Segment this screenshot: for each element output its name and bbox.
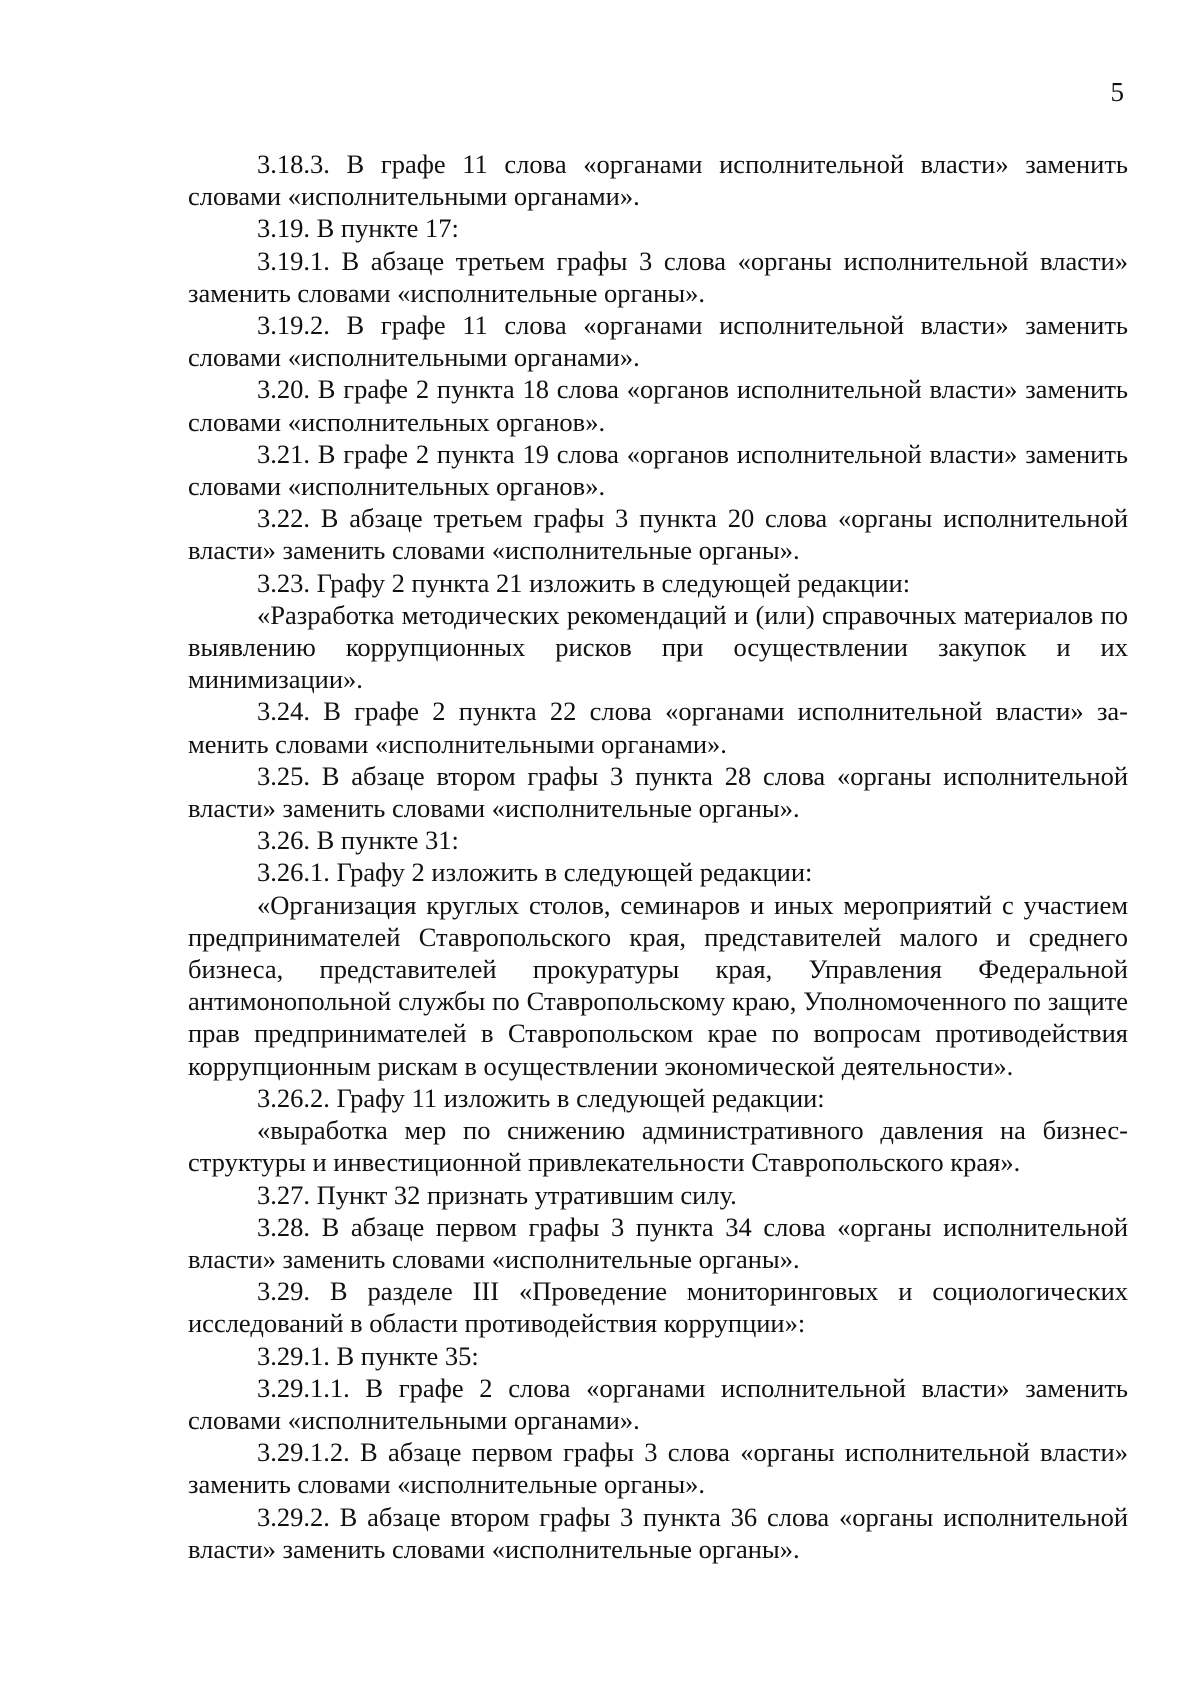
paragraph-3-29-1: 3.29.1. В пункте 35: [257, 1340, 479, 1371]
paragraph-3-26: 3.26. В пункте 31: [257, 825, 459, 856]
paragraph-3-26-2-quote: «выработка мер по снижению административного давления на бизнес-структуры и инвестиционной привлекательности Ставропольского края». [188, 1115, 1128, 1178]
paragraph-3-25: 3.25. В абзаце втором графы 3 пункта 28 слова «органы исполнительной власти» заменить словами «исполнительные органы». [188, 760, 1128, 824]
paragraph-3-29-1-2: 3.29.1.2. В абзаце первом графы 3 слова «органы исполнительной власти» заменить словами «исполнительные органы». [188, 1437, 1128, 1500]
paragraph-3-26-2: 3.26.2. Графу 11 изложить в следующей редакции: [257, 1082, 825, 1113]
paragraph-3-26-1: 3.26.1. Графу 2 изложить в следующей редакции: [257, 857, 813, 888]
paragraph-3-19-2: 3.19.2. В графе 11 слова «органами исполнительной власти» заменить словами «исполнительными органами». [188, 310, 1128, 373]
document-body [188, 148, 1128, 1565]
paragraph-3-19-1: 3.19.1. В абзаце третьем графы 3 слова «органы исполнительной власти» заменить словами «исполнительные органы». [188, 245, 1128, 308]
paragraph-3-28: 3.28. В абзаце первом графы 3 пункта 34 слова «органы исполнительной власти» заменить словами «исполнительные органы». [188, 1211, 1128, 1274]
paragraph-3-23: 3.23. Графу 2 пункта 21 изложить в следующей редакции: [257, 567, 911, 598]
paragraph-3-26-1-quote: «Организация круглых столов, семинаров и иных мероприятий с участием предпринимателей Ставропольского края, представителей малого и среднего бизнеса, представителей прокуратуры края, Управления Федеральной антимонопольной службы по Ставропольскому краю, Уполномоченного по защите прав предпринимателей в Ставропольском крае по вопросам противодействия коррупционным рискам в осуществлении экономической деятельности». [188, 889, 1128, 1081]
page-number: 5 [1110, 77, 1124, 107]
paragraph-3-29-1-1: 3.29.1.1. В графе 2 слова «органами исполнительной власти» заменить словами «исполнительными органами». [188, 1372, 1128, 1435]
paragraph-3-20: 3.20. В графе 2 пункта 18 слова «органов исполнительной власти» заменить словами «исполнительных органов». [188, 374, 1128, 437]
paragraph-3-19: 3.19. В пункте 17: [257, 213, 459, 244]
paragraph-3-27: 3.27. Пункт 32 признать утратившим силу. [257, 1179, 737, 1210]
paragraph-3-29: 3.29. В разделе III «Проведение мониторинговых и социологических исследований в области противодействия коррупции»: [188, 1276, 1128, 1339]
paragraph-3-18-3: 3.18.3. В графе 11 слова «органами исполнительной власти» заменить словами «исполнительными органами». [188, 149, 1128, 212]
paragraph-3-23-quote: «Разработка методических рекомендаций и (или) справочных материалов по выявлению коррупционных рисков при осуществлении закупок и их минимизации». [188, 599, 1128, 695]
paragraph-3-24: 3.24. В графе 2 пункта 22 слова «органами исполнительной власти» заменить словами «исполнительными органами». [188, 696, 1128, 759]
paragraph-3-21: 3.21. В графе 2 пункта 19 слова «органов исполнительной власти» заменить словами «исполнительных органов». [188, 438, 1128, 502]
paragraph-3-22: 3.22. В абзаце третьем графы 3 пункта 20 слова «органы исполнительной власти» заменить словами «исполнительные органы». [188, 503, 1128, 566]
paragraph-3-29-2: 3.29.2. В абзаце втором графы 3 пункта 36 слова «органы исполнительной власти» заменить словами «исполнительные органы». [188, 1501, 1128, 1564]
